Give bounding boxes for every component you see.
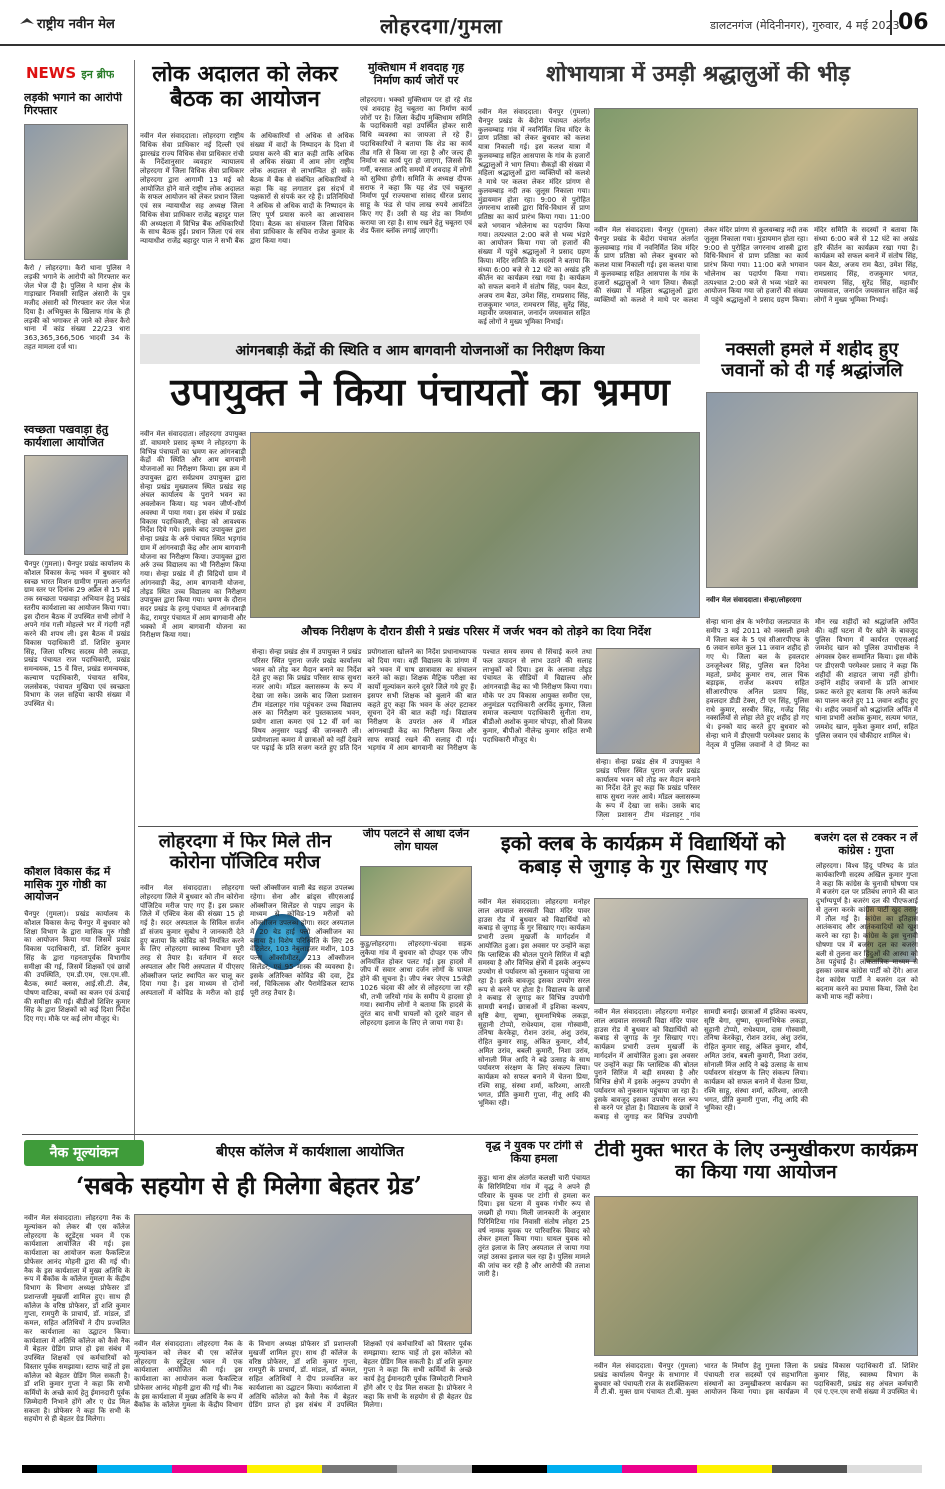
dc-inspection-photo xyxy=(250,432,700,618)
tribute-photo xyxy=(706,392,918,588)
naac-headline: ‘सबके सहयोग से ही मिलेगा बेहतर ग्रेड’ xyxy=(76,1172,422,1200)
bird-icon xyxy=(20,18,34,28)
eco-club-story-cont: नवीन मेल संवाददाता। लोहरदगा मनोहर लाल अग्रवाल सरस्वती विद्या मंदिर पावर हाउस रोड में बुधवार को विद्यार्थियों को कबाड़ से जुगाड़ के गुर सिखाए गए। कार्यक्रम प्रभारी उत्तम मुखर्जी के मार्गदर्शन में आयोजित हुआ। इस अवसर पर उन्होंने कहा कि प्लास्टिक की बोतल पुराने सिरिंज में बड़ी समस्या है और विभिन्न क्षेत्रों में इसके अनुरूप उपयोग से पर्यावरण को नुकसान पहुंचाया जा रहा है। इसके बावजूद इसका उपयोग सरल रूप से करने पर होता है। विद्यालय के छात्रों ने कबाड़ से जुगाड़ कर विभिन्न उपयोगी सामग्री बनाईं। छात्राओं में इशिका कश्यप, सृष्टि बेगा, सुष्मा, सुमनाभिषेक लकड़ा, सुहानी टोप्पो, राधेश्याम, दास गोस्वामी, तनिषा केरकेट्टा, रोशन उरांव, अंशु उरांव, रोहित कुमार साहू, अंकित कुमार, शौर्य, अमित उरांव, बबली कुमारी, निशा उरांव, सोनाली मिंज आदि ने बढ़े उत्साह के साथ पर्यावरण संरक्षण के लिए संकल्प लिया। कार्यक्रम को सफल बनाने में चेतना प्रिया, रश्मि साहू, संस्था शर्मा, करिश्मा, आरती भगत, प्रीति कुमारी गुप्ता, नीतू आदि की भूमिका रही। xyxy=(594,1008,808,1121)
section-title: लोहरदगा/गुमला xyxy=(380,14,503,38)
attack-headline: वृद्ध ने युवक पर टांगी से किया हमला xyxy=(485,1140,583,1165)
tb-story: नवीन मेल संवाददाता। चैनपुर (गुमला) प्रखंड कार्यालय चैनपुर के सभागार में बुधवार को पंचायती राज के सशक्तिकरण में टी.बी. मुक्त ग्राम पंचायत टी.बी. मुक्त भारत के निर्माण हेतु गुमला जिला के पंचायती राज सदस्यों एवं सहभागिता संस्थानों का उन्मुखीकरण कार्यक्रम का आयोजन किया गया। इस कार्यक्रम में प्रखंड विकास पदाधिकारी डॉ. शिशिर कुमार सिंह, स्वास्थ्य विभाग के पदाधिकारी, प्रखंड सह अंचल कर्मचारी एवं ए.एन.एम सभी संख्या में उपस्थित थे। xyxy=(594,1362,918,1397)
naxal-story: सेन्हा थाना क्षेत्र के भर्रगोदा जलप्रपात के समीप 3 मई 2011 को नक्सली हमले में जिला बल के 5 एवं सीआरपीएफ के 6 जवान समेत कुल 11 जवान शहीद हो गए थे। जिला बल के हवलदार उनजूनेश्वर सिंह, पुलिस बल दिनेश महतो, प्रमोद कुमार राय, लाल चिक बड़ाइक, राजेश कश्यप सहित सीआरपीएफ अनिल प्रताप सिंह, हवलदार डीडी टेक्स, टी एन सिंह, पुलिस राधे कुमार, सरबीर सिंह, गजेंद्र सिंह नक्सलियों से लोहा लेते हुए शहीद हो गए थे। इनको याद करते हुए बुधवार को सेन्हा थाने में डीएसपी परमेश्वर प्रसाद के नेतृत्व में पुलिस जवानों ने दो मिनट का मौन रख शहीदों को श्रद्धांजलि अर्पित की। वहीं घटना में पैर खोने के बावजूद पुलिस विभाग में कार्यरत एएसआई जमशेद खान को पुलिस उपाधीक्षक ने अंगवस्त्र देकर सम्मानित किया। इस मौके पर डीएसपी परमेश्वर प्रसाद ने कहा कि शहीदों की शहादत जाया नहीं होगी। उन्होंने शहीद जवानों के प्रति आभार प्रकट करते हुए बताया कि अपने कर्तव्य का पालन करते हुए 11 जवान शहीद हुए थे। शहीद जवानों को श्रद्धांजलि अर्पित में थाना प्रभारी अशोक कुमार, सत्यम भगत, जमशेद खान, मुकेश कुमार शर्मा, सहित पुलिस जवान एवं चौकीदार शामिल थे। xyxy=(706,618,918,749)
shobhayatra-story-cont: नवीन मेल संवाददाता। चैनपुर (गुमला) चैनपुर प्रखंड के बेंदोरा पंचायत अंतर्गत कुलवम्बाड़ गांव में नवनिर्मित शिव मंदिर के प्राण प्रतिष्ठा को लेकर बुधवार को कलश यात्रा निकाली गई। इस कलश यात्रा में कुलवम्बाड़ सहित आसपास के गांव के हजारों श्रद्धालुओं ने भाग लिया। सैकड़ों की संख्या में महिला श्रद्धालुओं द्वारा व्यक्तियों को कलशे ने माथे पर कलश लेकर मंदिर प्रांगण से कुलवम्बाड़ नदी तक जुलूस निकाला गया। मुंडायमान होता रहा। 9:00 से पुरोहित जगरनाथ शास्त्री द्वारा विधि-विधान से प्राण प्रतिष्ठा का कार्य प्रारंभ किया गया। 11:00 बजे भगवान भोलेनाथ का पदार्पण किया गया। तत्पश्चात 2:00 बजे से भव्य भंडारे का आयोजन किया गया जो हजारों की संख्या में पहुंचे श्रद्धालुओं ने प्रसाद ग्रहण किया। मंदिर समिति के सदस्यों ने बताया कि संध्या 6:00 बजे से 12 घंटे का अखंड हरि कीर्तन का कार्यक्रम रखा गया है। कार्यक्रम को सफल बनाने में संतोष सिंह, पवन बैठा, अजय राम बैठा, उमेश सिंह, रामप्रसाद सिंह, राजकुमार भगत, रामचरण सिंह, सुरेंद्र सिंह, महावीर जयसवाल, जनार्दन जयसवाल सहित कई लोगों ने मुख्य भूमिका निभाई। xyxy=(594,226,918,304)
dc-story-2: सेन्हा। सेन्हा प्रखंड क्षेत्र में उपायुक्त ने प्रखंड परिसर स्थित पुराना जर्जर प्रखंड कार्यालय भवन को तोड़ कर मैदान बनाने का निर्देश देते हुए कहा कि प्रखंड परिसर साफ सुथरा नजर आये। मॉडल क्लासरूम के रूप में देखा जा सके। उसके बाद जिला प्रशासन टीम मंडलाहर गांव पहुंचकर उच्च विद्यालय अरु का निरीक्षण कर पुस्तकालय भवन, प्रयोग शाला कमरा एवं 12 वीं वर्ग का विषय अनुसार पढ़ाई की जानकारी ली। प्रयोगशाला कमरा में छात्राओं को नहीं देखने पर पढ़ाई के प्रति सजग करते हुए प्रति दिन प्रयोगशाला खोलने का निर्देश प्रधानाध्यापक को दिया गया। वहीं विद्यालय के प्रांगण में बने भवन में घाष छात्रावास का संचालन करने को कहा। शिक्षक मैट्रिक परीक्षा का कार्यो मूल्यांकन करने दूसरे जिले गये हुए हैं। इसपर सभी शिक्षक को बुलाने की बात कहते हुए कहा कि भवन के अंदर हटाकर सूचना देने की बात कही गई। विद्यालय निरीक्षण के उपरांत अरु में मॉडल आंगनबाड़ी केंद्र का निरीक्षण किया और साफ सफाई रखने की सलाह दी गई। भड़गांव में आम बागवानी का निरीक्षण के पश्चात समय समय से सिंचाई करने तथा फल उत्पादन से लाभ उठाने की सलाह लाभुकों को दिया। इस के अलावा तोइड़ पंचायत के सीडियों में विद्यालय और आंगनवाड़ी केंद्र का भी निरीक्षण किया गया। मौके पर उप विकास आयुक्त समीरा एस, अनुमंडल पदाधिकारी अरविंद कुमार, जिला समाज कल्याण पदाधिकारी सुनीता राम, बीडीओ अशोक कुमार चोपड़ा, सीओ विजय कुमार, बीपीओ नीलेन्द्र कुमार सहित सभी पदाधिकारी मौजूद थे। xyxy=(252,648,592,753)
sidebar-story-2: चैनपुर (गुमला)। चैनपुर प्रखंड कार्यालय के कौशल विकास केन्द्र भवन में बुधवार को स्वच्छ भारत मिशन ग्रामीण गुमला अन्तर्गत ग्राम स्तर पर दिनांक 29 अप्रैल से 15 मई तक स्वच्छता पखवाड़ा अभियान हेतु प्रखंड स्तरीय कार्यशाला का आयोजन किया गया। इस दौरान बैठक में उपस्थित सभी लोगों ने अपने गांव गली मोहल्ले भर में गंदगी नहीं करने की शपथ ली। इस बैठक में प्रखंड विकास पदाधिकारी डॉ. शिशिर कुमार सिंह, जिला परिषद सदस्य मेरी लकड़ा, प्रखंड पंचायत राज पदाधिकारी, प्रखंड समन्वयक, 15 वें वित्त, प्रखंड समन्वयक, कल्याण पदाधिकारी, पंचायत सचिव, जलसेवक, पंचायत मुखिया एवं स्वच्छता विभाग के जल सहिया काफी संख्या में उपस्थित थे। xyxy=(24,560,130,708)
sidebar-headline-3: कौशल विकास केंद्र में मासिक गुरु गोष्ठी का आयोजन xyxy=(24,866,111,904)
news-tag-sub: इन ब्रीफ xyxy=(81,68,115,81)
naxal-tribute-headline: नक्सली हमले में शहीद हुए जवानों को दी गई श्रद्धांजलि xyxy=(721,340,903,381)
dc-visit-headline: उपायुक्त ने किया पंचायतों का भ्रमण xyxy=(170,370,670,414)
dc-photo-caption: औचक निरीक्षण के दौरान डीसी ने प्रखंड परिसर में जर्जर भवन को तोड़ने का दिया निर्देश xyxy=(301,625,651,638)
dateline: डालटनगंज (मेदिनीनगर), गुरुवार, 4 मई 2023 xyxy=(710,19,900,32)
bajrang-headline: बजरंग दल से टक्कर न लें कांग्रेस : गुप्ता xyxy=(814,832,918,857)
dc-visit-story: नवीन मेल संवाददाता। लोहरदगा उपायुक्त डॉ. वाघमारे प्रसाद कृष्ण ने लोहरदगा के विभिन्न पंचायतों का भ्रमण कर आंगनबाड़ी केंद्रों की स्थिति और आम बागवानी योजनाओं का निरीक्षण किया। इस क्रम में उपायुक्त द्वारा सर्वप्रथम उपायुक्त द्वारा सेन्हा प्रखंड मुख्यालय स्थित प्रखंड सह अंचल कार्यालय के पुराने भवन का अवलोकन किया। यह भवन जीर्ण-शीर्ण अवस्था में पाया गया। इस संबंध में प्रखंड विकास पदाधिकारी, सेन्हा को आवश्यक निर्देश दिये गये। इसके बाद उपायुक्त द्वारा सेन्हा प्रखंड के अर्रु पंचायत स्थित भड़गांव ग्राम में आंगनवाड़ी केंद्र और आम बागवानी योजना का निरीक्षण किया। उपायुक्त द्वारा अर्रु उच्च विद्यालय का भी निरीक्षण किया गया। सेन्हा प्रखंड में ही विद्रियों ग्राम में आंगनवाड़ी केंद्र, आम बागवानी योजना, तोइड स्थित उच्च विद्यालय का निरीक्षण उपायुक्त द्वारा किया गया। भ्रमण के दौरान सदर प्रखंड के हरमू पंचायत में आंगनबाड़ी केंद्र, रामपुर पंचायत में आम बागवानी और भक्को में आम बागवानी योजना का निरीक्षण किया गया। xyxy=(140,430,246,640)
corona-headline: लोहरदगा में फिर मिले तीन कोरोना पॉजिटिव मरीज xyxy=(158,832,332,873)
procession-photo xyxy=(594,108,918,222)
section-divider xyxy=(138,826,918,827)
jeep-story: कुडु/लोहरदगा। लोहरदगा-चंदवा सड़क लुकैया गांव में बुधवार को दोपहर एक जीप अनियंत्रित होकर पलट गई। इस हादसे में जीप में सवार आधा दर्जन लोगों के घायल होने की सूचना है। जीप नंबर जेएच 15जेड़ी 1026 चंदवा की ओर से लोहरदगा जा रही थी, तभी जरियो गांव के समीप ये हादसा हो गया। स्थानीय लोगों ने बताया कि हादसे के तुरंत बाद सभी घायलों को दूसरे वाहन से लोहरदगा इलाज के लिए ले जाया गया है। xyxy=(360,940,472,1027)
naac-story: नवीन मेल संवाददाता। लोहरदगा नैक के मूल्यांकन को लेकर बी एस कॉलेज लोहरदगा के स्टूडेंट्स भवन में एक कार्यशाला आयोजित की गई। इस कार्यशाला का आयोजन कला फैकल्टिज प्रोफेसर आनंद मोहनी द्वारा की गई थी। नैक के इस कार्यशाला में मुख्य अतिथि के रूप में बैंकॉक के कॉलेज गुमला के केंद्रीय विभाग के विभाग अध्यक्ष प्रोफेसर डॉ प्रशान्तजी मुखर्जी शामिल हुए। साथ ही कॉलेज के वरिष्ठ प्रोफेसर, डॉ शशि कुमार गुप्ता, रामपुरी के प्राचार्य, डॉ. मांडल, डॉ कमल, सहित अतिथियों ने दीप प्रज्वलित कर कार्यशाला का उद्घाटन किया। कार्यशाला में अतिथि कॉलेज को कैसे नैक में बेहतर ग्रेडिंग प्राप्त हो इस संबंध में उपस्थित शिक्षकों एवं कर्मचारियों को विस्तार पूर्वक समझाया। स्टाफ चाहें तो इस कॉलेज को बेहतर ग्रेडिंग मिल सकती है। डॉ शशि कुमार गुप्ता ने कहा कि सभी कर्मियों के अच्छे कार्य हेतु ईमानदारी पूर्वक जिम्मेदारी निभाने होंगे और ए ग्रेड मिल सकता है। प्रोफेसर ने कहा कि सभी के सहयोग से ही बेहतर ग्रेड मिलेगा। xyxy=(24,1214,130,1424)
column-divider xyxy=(134,60,135,1160)
tb-program-photo xyxy=(594,1196,918,1356)
news-tag-label: NEWS xyxy=(26,64,77,82)
muktidham-story: लोहरदगा। भक्को मुक्तिधाम पर हो रहे शेड एवं शवदाह हेतु चबूतरा का निर्माण कार्य जोरों पर है। जिला केंद्रीय मुक्तिधाम समिति के पदाधिकारी वहां उपस्थित होकर सारी विधि व्यवस्था का जायजा ले रहे हैं। पदाधिकारियों ने बताया कि शेड का कार्य तीव्र गति से किया जा रहा है और जल्द ही निर्माण का कार्य पूरा हो जाएगा, जिससे कि गर्मी, बरसात आदि समयों में शवदाह में लोगों को सुविधा होगी। समिति के अध्यक्ष दीपक सराफ ने कहा कि यह शेड एवं चबूतरा निर्माण पूर्व राज्यसभा सांसद धीरज प्रसाद साहू के फंड से पांच लाख रुपये आवंटित किए गए हैं। उसी से यह शेड का निर्माण कराया जा रहा है। साथ रखने हेतु चबूतरा एवं शेड फैंसर ब्लॉक लगाई जाएगी। xyxy=(360,96,472,236)
eco-club-photo xyxy=(594,898,808,1004)
masthead xyxy=(0,0,945,46)
shobhayatra-story: नवीन मेल संवाददाता। चैनपुर (गुमला) चैनपुर प्रखंड के बेंदोरा पंचायत अंतर्गत कुलवम्बाड़ गांव में नवनिर्मित शिव मंदिर के प्राण प्रतिष्ठा को लेकर बुधवार को कलश यात्रा निकाली गई। इस कलश यात्रा में कुलवम्बाड़ सहित आसपास के गांव के हजारों श्रद्धालुओं ने भाग लिया। सैकड़ों की संख्या में महिला श्रद्धालुओं द्वारा व्यक्तियों को कलशे ने माथे पर कलश लेकर मंदिर प्रांगण से कुलवम्बाड़ नदी तक जुलूस निकाला गया। मुंडायमान होता रहा। 9:00 से पुरोहित जगरनाथ शास्त्री द्वारा विधि-विधान से प्राण प्रतिष्ठा का कार्य प्रारंभ किया गया। 11:00 बजे भगवान भोलेनाथ का पदार्पण किया गया। तत्पश्चात 2:00 बजे से भव्य भंडारे का आयोजन किया गया जो हजारों की संख्या में पहुंचे श्रद्धालुओं ने प्रसाद ग्रहण किया। मंदिर समिति के सदस्यों ने बताया कि संध्या 6:00 बजे से 12 घंटे का अखंड हरि कीर्तन का कार्यक्रम रखा गया है। कार्यक्रम को सफल बनाने में संतोष सिंह, पवन बैठा, अजय राम बैठा, उमेश सिंह, रामप्रसाद सिंह, राजकुमार भगत, रामचरण सिंह, सुरेंद्र सिंह, महावीर जयसवाल, जनार्दन जयसवाल सहित कई लोगों ने मुख्य भूमिका निभाई। xyxy=(478,108,590,326)
naac-tag: नैक मूल्यांकन xyxy=(24,1140,144,1166)
school-inspection-photo xyxy=(596,648,700,754)
arrest-photo xyxy=(24,124,128,260)
sidebar-story-3: चैनपुर (गुमला)। प्रखंड कार्यालय के कौशल विकास केन्द्र चैनपुर में बुधवार को शिक्षा विभाग के द्वारा मासिक गुरु गोष्ठी का आयोजन किया गया जिसमें प्रखंड विकास पदाधिकारी, डॉ. शिशिर कुमार सिंह के द्वारा गहनतापूर्वक विभागीय समीक्षा की गई, जिसमें शिक्षकों एवं छात्रों की उपस्थिति, एम.डी.एम, एस.एम.सी. बैठक, स्मार्ट क्लास, आई.सी.टी. लैब, पोषण वाटिका, बच्चों का बजन एवं ऊंचाई की समीक्षा की गई। बीडीओ शिशिर कुमार सिंह के द्वारा शिक्षकों को कई दिशा निर्देश दिए गए। मौके पर कई लोग मौजूद थे। xyxy=(24,910,130,1023)
workshop-photo xyxy=(24,455,128,555)
lok-adalat-headline: लोक अदालत को लेकर बैठक का आयोजन xyxy=(152,62,338,113)
naac-story-cont: नवीन मेल संवाददाता। लोहरदगा नैक के मूल्यांकन को लेकर बी एस कॉलेज लोहरदगा के स्टूडेंट्स भवन में एक कार्यशाला आयोजित की गई। इस कार्यशाला का आयोजन कला फैकल्टिज प्रोफेसर आनंद मोहनी द्वारा की गई थी। नैक के इस कार्यशाला में मुख्य अतिथि के रूप में बैंकॉक के कॉलेज गुमला के केंद्रीय विभाग के विभाग अध्यक्ष प्रोफेसर डॉ प्रशान्तजी मुखर्जी शामिल हुए। साथ ही कॉलेज के वरिष्ठ प्रोफेसर, डॉ शशि कुमार गुप्ता, रामपुरी के प्राचार्य, डॉ. मांडल, डॉ कमल, सहित अतिथियों ने दीप प्रज्वलित कर कार्यशाला का उद्घाटन किया। कार्यशाला में अतिथि कॉलेज को कैसे नैक में बेहतर ग्रेडिंग प्राप्त हो इस संबंध में उपस्थित शिक्षकों एवं कर्मचारियों को विस्तार पूर्वक समझाया। स्टाफ चाहें तो इस कॉलेज को बेहतर ग्रेडिंग मिल सकती है। डॉ शशि कुमार गुप्ता ने कहा कि सभी कर्मियों के अच्छे कार्य हेतु ईमानदारी पूर्वक जिम्मेदारी निभाने होंगे और ए ग्रेड मिल सकता है। प्रोफेसर ने कहा कि सभी के सहयोग से ही बेहतर ग्रेड मिलेगा। xyxy=(134,1340,472,1410)
logo-text: राष्ट्रीय नवीन मेल xyxy=(37,17,115,32)
anganbari-kicker: आंगनबाड़ी केंद्रों की स्थिति व आम बागवानी योजनाओं का निरीक्षण किया xyxy=(235,343,605,359)
jeep-photo xyxy=(360,866,472,936)
bajrang-story: लोहरदगा। विश्व हिंदू परिषद के प्रांत कार्यकारिणी सदस्य अखिल कुमार गुप्ता ने कहा कि कांग्रेस के चुनावी घोषणा पत्र में बजरंग दल पर प्रतिबंध लगाने की बात दुर्भाग्यपूर्ण है। बजरंग दल की पीएफआई से तुलना करके कांग्रेस पार्टी खुद तराजू में तौल गई है। कांग्रेस का इतिहास आतंकवाद और आतंकवादियों को खुश करने का रहा है। कांग्रेस के इस चुनावी घोषणा पत्र में बजरंग दल का बजरंग बली से तुलना कर हिंदुओं की आस्था को ठेस पहुंचाई है। लोकतांत्रिक माध्यम से इसका जवाब कांग्रेस पार्टी को देंगे। आज देश कांग्रेस पार्टी ने बजरंग दल को बदनाम करने का प्रयास किया, जिसे देश कभी माफ नहीं करेगा। xyxy=(816,862,918,1002)
shobhayatra-headline: शोभायात्रा में उमड़ी श्रद्धालुओं की भीड़ xyxy=(545,62,851,87)
eco-club-headline: इको क्लब के कार्यक्रम में विद्यार्थियों को कबाड़ से जुगाड़ के गुर सिखाए गए xyxy=(500,832,786,878)
naac-kicker: बीएस कॉलेज में कार्यशाला आयोजित xyxy=(216,1144,404,1160)
muktidham-headline: मुक्तिधाम में शवदाह गृह निर्माण कार्य जोरों पर xyxy=(367,62,464,87)
sidebar-story-1: कैरो / लोहरदगा। कैरो थाना पुलिस ने लड़की भगाने के आरोपी को गिरफ्तार कर जेल भेज दी है। पुलिस ने थाना क्षेत्र के गाड़ाखार निवासी साहिल अंसारी के पुत्र मजीद अंसारी को गिरफ्तार कर जेल भेज दिया है। अभियुक्त के खिलाफ गांव के ही लड़की को भगाकर ले जाने को लेकर कैरो थाना में कांड संख्या 22/23 धारा 363,365,366,506 भादवी 34 के तहत मामला दर्ज था। xyxy=(24,264,130,351)
page-number: 06 xyxy=(890,10,929,35)
naxal-byline: नवीन मेल संवाददाता। सेन्हा/लोहरदगा xyxy=(706,596,802,604)
news-in-brief-tag xyxy=(26,64,114,82)
print-colorbar xyxy=(22,1465,922,1473)
newspaper-logo xyxy=(20,14,115,32)
eco-club-story: नवीन मेल संवाददाता। लोहरदगा मनोहर लाल अग्रवाल सरस्वती विद्या मंदिर पावर हाउस रोड में बुधवार को विद्यार्थियों को कबाड़ से जुगाड़ के गुर सिखाए गए। कार्यक्रम प्रभारी उत्तम मुखर्जी के मार्गदर्शन में आयोजित हुआ। इस अवसर पर उन्होंने कहा कि प्लास्टिक की बोतल पुराने सिरिंज में बड़ी समस्या है और विभिन्न क्षेत्रों में इसके अनुरूप उपयोग से पर्यावरण को नुकसान पहुंचाया जा रहा है। इसके बावजूद इसका उपयोग सरल रूप से करने पर होता है। विद्यालय के छात्रों ने कबाड़ से जुगाड़ कर विभिन्न उपयोगी सामग्री बनाईं। छात्राओं में इशिका कश्यप, सृष्टि बेगा, सुष्मा, सुमनाभिषेक लकड़ा, सुहानी टोप्पो, राधेश्याम, दास गोस्वामी, तनिषा केरकेट्टा, रोशन उरांव, अंशु उरांव, रोहित कुमार साहू, अंकित कुमार, शौर्य, अमित उरांव, बबली कुमारी, निशा उरांव, सोनाली मिंज आदि ने बढ़े उत्साह के साथ पर्यावरण संरक्षण के लिए संकल्प लिया। कार्यक्रम को सफल बनाने में चेतना प्रिया, रश्मि साहू, संस्था शर्मा, करिश्मा, आरती भगत, प्रीति कुमारी गुप्ता, नीतू आदि की भूमिका रही। xyxy=(478,898,590,1108)
sidebar-headline-2: स्वच्छता पखवाड़ा हेतु कार्यशाला आयोजित xyxy=(24,424,108,449)
attack-story: कुडु। थाना क्षेत्र अंतर्गत कलक्षी चारी पंचायत के सिरिमिटिया गांव में वृद्ध ने अपने ही परिवार के युवक पर टांगी से हमला कर दिया। इस घटना में युवक गंभीर रूप से जख्मी हो गया। मिली जानकारी के अनुसार पिरिमिटिया गांव निवासी संतोष लोहरा 25 वर्ष नामक युवक पर पारिवारिक विवाद को लेकर हमला किया गया। घायल युवक को तुरंत इलाज के लिए अस्पताल ले जाया गया जहां उसका इलाज चल रहा है। पुलिस मामले की जांच कर रही है और आरोपी की तलाश जारी है। xyxy=(478,1174,590,1279)
corona-story: नवीन मेल संवाददाता। लोहरदगा लोहरदगा जिले में बुधवार को तीन कोरोना पॉजिटिव मरीज पाए गए हैं। इस प्रकार जिले में एक्टिव केस की संख्या 15 हो गई है। सदर अस्पताल के सिविल सर्जन डॉ संजय कुमार सुबोध ने जानकारी देते हुए बताया कि कोविड को नियंत्रित करने के लिए लोहरदगा स्वास्थ्य विभाग पूरी तरह से तैयार है। वर्तमान में सदर अस्पताल और चिरी अस्पताल में पीएसए ऑक्सीजन प्लांट स्थापित कर चालू कर दिया गया है। इस माध्यम से दोनों अस्पतालों में कोविड के मरीज को हाई फ्लो ऑक्सीजन वाली बेड सहज उपलब्ध रहेगा। सेना और ब्रांड्स सीएसआई ऑक्सीजन सिलेंडर से पाइप लाइन के माध्यम से कोविड-19 मरीजों को ऑक्सीजन उपलब्ध होगा। सदर अस्पताल में 20 बेड हाई फ्लो ऑक्सीजन का बनाया है। विशेष परिस्थिति के लिए 26 वेंटिलेटर, 103 नेबुलाइजर मशीन, 103 पल्स ऑक्सीमीटर, 213 ऑक्सीजन सिलेंडर, एवं 95 मास्क की व्यवस्था है। इसके अतिरिक्त कोविड की दवा, ट्रेंड नर्स, चिकित्सक और पैरामेडिकल स्टाफ पूरी तरह तैयार है। xyxy=(140,884,354,997)
workshop-college-photo xyxy=(134,1214,472,1334)
sidebar-headline-1: लड़की भगाने का आरोपी गिरफ्तार xyxy=(24,92,122,117)
dc-story-2-cont: सेन्हा। सेन्हा प्रखंड क्षेत्र में उपायुक्त ने प्रखंड परिसर स्थित पुराना जर्जर प्रखंड कार्यालय भवन को तोड़ कर मैदान बनाने का निर्देश देते हुए कहा कि प्रखंड परिसर साफ सुथरा नजर आये। मॉडल क्लासरूम के रूप में देखा जा सके। उसके बाद जिला प्रशासन टीम मंडलाहर गांव xyxy=(596,758,700,819)
jeep-headline: जीप पलटने से आधा दर्जन लोग घायल xyxy=(362,828,470,853)
lok-adalat-story: नवीन मेल संवाददाता। लोहरदगा राष्ट्रीय विधिक सेवा प्राधिकार नई दिल्ली एवं झारखंड राज्य विधिक सेवा प्राधिकार रांची के निर्देशानुसार व्यवहार न्यायालय लोहरदगा में जिला विधिक सेवा प्राधिकार लोहरदगा द्वारा आगामी 13 मई को आयोजित होने वाले राष्ट्रीय लोक अदालत के सफल आयोजन को लेकर प्रधान जिला एवं सत्र न्यायाधीश सह अध्यक्ष जिला विधिक सेवा प्राधिकार राजेंद्र बहादुर पाल की अध्यक्षता में विभिन्न बैंक अधिकारियों के साथ बैठक हुई। प्रधान जिला एवं सत्र न्यायाधीश राजेंद्र बहादुर पाल ने सभी बैंक के अधिकारियों से अधिक से अधिक संख्या में वादों के निष्पादन के दिशा में प्रयास करने की बात कही ताकि अधिक से अधिक संख्या में आम लोग राष्ट्रीय लोक अदालत से लाभान्वित हो सकें। बैठक में बैंक से संबंधित अधिकारियों ने कहा कि वह लगातार इस संदर्भ में पक्षकारों से संपर्क कर रहे हैं। प्रतिनिधियों ने अधिक से अधिक वादों के निष्पादन के लिए पूर्ण प्रयास करने का आश्वासन दिया। बैठक का संचालन जिला विधिक सेवा प्राधिकार के सचिव राजेश कुमार के द्वारा किया गया। xyxy=(140,132,354,245)
tb-headline: टीवी मुक्त भारत के लिए उन्मुखीकरण कार्यक्रम का किया गया आयोजन xyxy=(594,1140,918,1183)
section-divider-2 xyxy=(22,1134,918,1135)
